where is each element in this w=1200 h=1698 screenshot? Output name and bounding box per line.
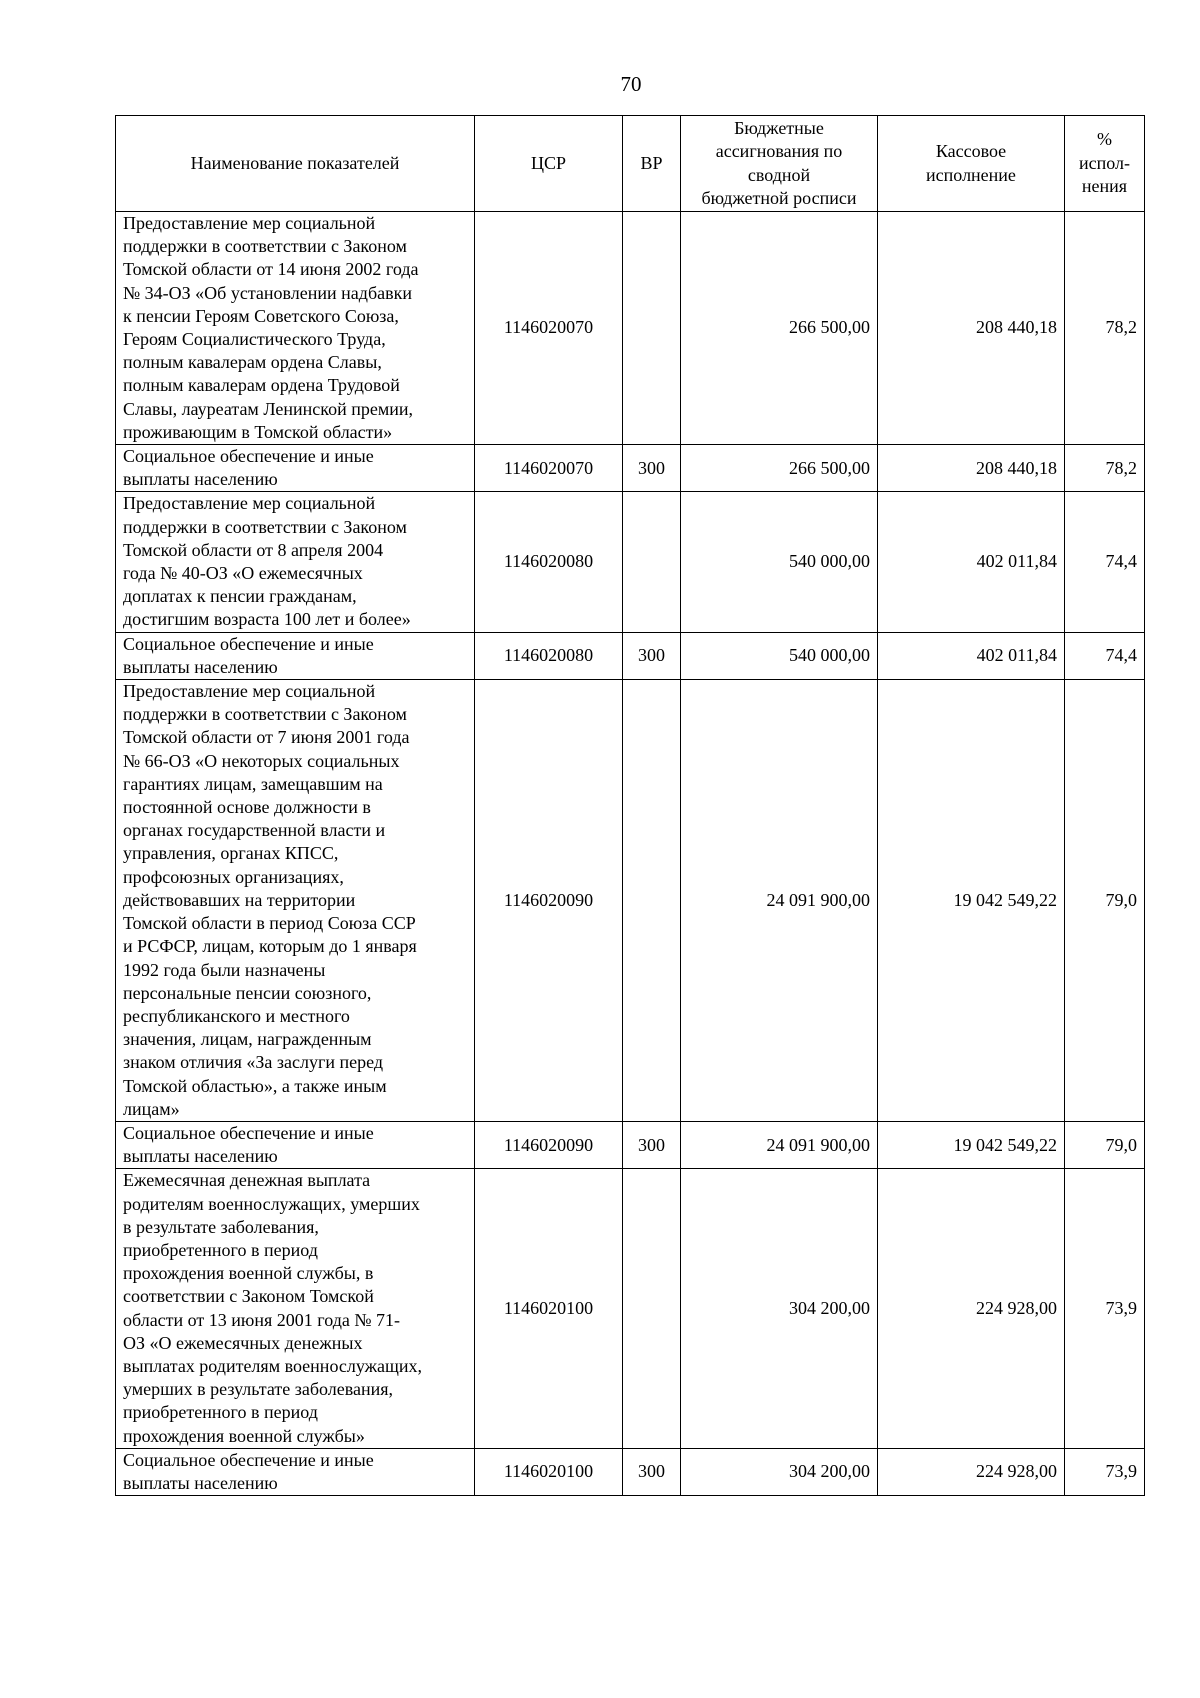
table-header-row	[116, 116, 1145, 212]
vr-cell	[623, 1169, 681, 1448]
header-name: Наименование показателей	[116, 116, 475, 212]
text-line: и РСФСР, лицам, которым до 1 января	[123, 936, 417, 957]
header-cash	[878, 116, 1065, 212]
text-line: выплаты населению	[123, 656, 278, 677]
table-body	[116, 212, 1145, 1496]
text-line: прохождения военной службы»	[123, 1425, 365, 1446]
text-line: действовавших на территории	[123, 889, 356, 910]
csr-cell: 1146020080	[475, 492, 623, 632]
text-line: Социальное обеспечение и иные	[123, 633, 374, 654]
text-line: Предоставление мер социальной	[123, 213, 376, 233]
text-line: № 66-ОЗ «О некоторых социальных	[123, 750, 400, 771]
csr-cell: 1146020100	[475, 1169, 623, 1448]
text-line: Томской области от 8 апреля 2004	[123, 539, 384, 560]
text-line: персональные пенсии союзного,	[123, 982, 372, 1003]
budget-cell: 24 091 900,00	[681, 1121, 878, 1168]
header-vr: ВР	[623, 116, 681, 212]
text-line: умерших в результате заболевания,	[123, 1379, 394, 1400]
percent-cell: 73,9	[1065, 1169, 1145, 1448]
text-line: Томской области от 7 июня 2001 года	[123, 727, 410, 748]
text-line: года № 40-ОЗ «О ежемесячных	[123, 563, 363, 584]
text-line: Томской областью», а также иным	[123, 1075, 387, 1096]
text-line: гарантиях лицам, замещавшим на	[123, 773, 383, 794]
vr-cell: 300	[623, 445, 681, 492]
text-line: проживающим в Томской области»	[123, 421, 393, 442]
vr-cell	[623, 680, 681, 1122]
text-line: нения	[1081, 176, 1128, 197]
text-line: 1992 года были назначены	[123, 959, 326, 980]
budget-cell: 266 500,00	[681, 445, 878, 492]
cash-cell: 224 928,00	[878, 1169, 1065, 1448]
text-line: лицам»	[123, 1098, 180, 1119]
name-cell	[116, 1448, 475, 1495]
percent-cell: 74,4	[1065, 492, 1145, 632]
budget-cell: 304 200,00	[681, 1169, 878, 1448]
text-line: области от 13 июня 2001 года № 71-	[123, 1309, 401, 1330]
table-row	[116, 492, 1145, 632]
text-line: сводной	[747, 164, 811, 185]
text-line: Томской области от 14 июня 2002 года	[123, 259, 419, 280]
vr-cell: 300	[623, 1448, 681, 1495]
text-line: приобретенного в период	[123, 1402, 318, 1423]
cash-cell: 208 440,18	[878, 445, 1065, 492]
text-line: Социальное обеспечение и иные	[123, 446, 374, 467]
table-row	[116, 680, 1145, 1122]
csr-cell: 1146020080	[475, 632, 623, 679]
text-line: прохождения военной службы, в	[123, 1263, 374, 1284]
table-row	[116, 1121, 1145, 1168]
csr-cell: 1146020100	[475, 1448, 623, 1495]
text-line: Бюджетные	[734, 117, 824, 138]
budget-cell: 266 500,00	[681, 212, 878, 445]
vr-cell	[623, 212, 681, 445]
text-line: выплаты населению	[123, 1472, 278, 1493]
budget-cell: 540 000,00	[681, 492, 878, 632]
name-cell	[116, 1169, 475, 1448]
text-line: доплатах к пенсии гражданам,	[123, 586, 357, 607]
name-cell	[116, 1121, 475, 1168]
header-percent	[1065, 116, 1145, 212]
budget-cell: 24 091 900,00	[681, 680, 878, 1122]
csr-cell: 1146020070	[475, 445, 623, 492]
table-row	[116, 632, 1145, 679]
text-line: Предоставление мер социальной	[123, 681, 376, 702]
header-budget	[681, 116, 878, 212]
text-line: значения, лицам, награжденным	[123, 1029, 372, 1050]
vr-cell: 300	[623, 1121, 681, 1168]
text-line: Кассовое	[935, 141, 1007, 161]
table-row	[116, 445, 1145, 492]
text-line: поддержки в соответствии с Законом	[123, 704, 407, 725]
text-line: к пенсии Героям Советского Союза,	[123, 305, 399, 326]
text-line: республиканского и местного	[123, 1005, 350, 1026]
csr-cell: 1146020090	[475, 680, 623, 1122]
budget-cell: 540 000,00	[681, 632, 878, 679]
percent-cell: 79,0	[1065, 1121, 1145, 1168]
name-cell	[116, 445, 475, 492]
text-line: соответствии с Законом Томской	[123, 1286, 374, 1307]
budget-cell: 304 200,00	[681, 1448, 878, 1495]
text-line: полным кавалерам ордена Славы,	[123, 352, 382, 373]
name-cell	[116, 212, 475, 445]
text-line: в результате заболевания,	[123, 1216, 319, 1237]
cash-cell: 208 440,18	[878, 212, 1065, 445]
text-line: полным кавалерам ордена Трудовой	[123, 375, 400, 396]
cash-cell: 224 928,00	[878, 1448, 1065, 1495]
header-csr: ЦСР	[475, 116, 623, 212]
percent-cell: 73,9	[1065, 1448, 1145, 1495]
percent-cell: 78,2	[1065, 212, 1145, 445]
text-line: постоянной основе должности в	[123, 797, 371, 818]
text-line: ассигнования по	[715, 141, 843, 161]
table-row	[116, 212, 1145, 445]
text-line: поддержки в соответствии с Законом	[123, 236, 407, 257]
text-line: Героям Социалистического Труда,	[123, 329, 386, 350]
text-line: достигшим возраста 100 лет и более»	[123, 609, 411, 630]
text-line: Социальное обеспечение и иные	[123, 1449, 374, 1470]
text-line: профсоюзных организациях,	[123, 866, 344, 887]
text-line: ОЗ «О ежемесячных денежных	[123, 1332, 363, 1353]
text-line: Предоставление мер социальной	[123, 493, 376, 514]
cash-cell: 19 042 549,22	[878, 680, 1065, 1122]
csr-cell: 1146020070	[475, 212, 623, 445]
table-row	[116, 1169, 1145, 1448]
name-cell	[116, 492, 475, 632]
cash-cell: 402 011,84	[878, 632, 1065, 679]
csr-cell: 1146020090	[475, 1121, 623, 1168]
vr-cell	[623, 492, 681, 632]
text-line: выплаты населению	[123, 1146, 278, 1167]
text-line: испол-	[1079, 152, 1130, 173]
text-line: Социальное обеспечение и иные	[123, 1122, 374, 1143]
budget-execution-table	[115, 115, 1145, 1496]
text-line: Томской области в период Союза ССР	[123, 913, 416, 934]
text-line: Ежемесячная денежная выплата	[123, 1170, 371, 1191]
text-line: № 34-ОЗ «Об установлении надбавки	[123, 282, 412, 303]
text-line: поддержки в соответствии с Законом	[123, 516, 407, 537]
percent-cell: 79,0	[1065, 680, 1145, 1122]
name-cell	[116, 632, 475, 679]
text-line: Славы, лауреатам Ленинской премии,	[123, 398, 414, 419]
text-line: выплаты населению	[123, 469, 278, 490]
vr-cell: 300	[623, 632, 681, 679]
text-line: выплатах родителям военнослужащих,	[123, 1355, 423, 1376]
text-line: приобретенного в период	[123, 1239, 318, 1260]
name-cell	[116, 680, 475, 1122]
text-line: органах государственной власти и	[123, 820, 386, 841]
percent-cell: 78,2	[1065, 445, 1145, 492]
text-line: исполнение	[926, 164, 1016, 185]
cash-cell: 19 042 549,22	[878, 1121, 1065, 1168]
table-row	[116, 1448, 1145, 1495]
percent-cell: 74,4	[1065, 632, 1145, 679]
text-line: знаком отличия «За заслуги перед	[123, 1052, 383, 1073]
page-number: 70	[620, 72, 642, 96]
text-line: управления, органах КПСС,	[123, 843, 339, 864]
text-line: бюджетной росписи	[701, 188, 857, 208]
cash-cell: 402 011,84	[878, 492, 1065, 632]
text-line: %	[1097, 129, 1112, 150]
text-line: родителям военнослужащих, умерших	[123, 1193, 420, 1214]
